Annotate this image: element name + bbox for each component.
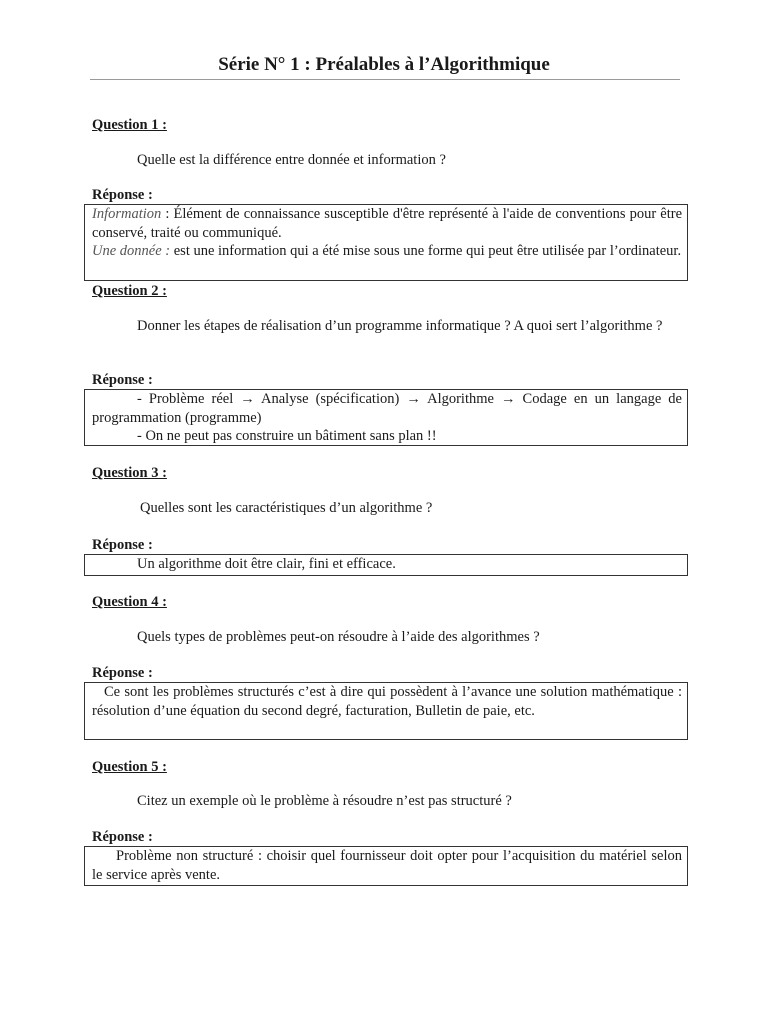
answer-1-def-information: : Élément de connaissance susceptible d'être représenté à l'aide de conventions pour être conservé, traité ou communiqué. bbox=[92, 206, 682, 241]
answer-3-label: Réponse : bbox=[92, 537, 153, 553]
question-1-text: Quelle est la différence entre donnée et information ? bbox=[137, 152, 446, 168]
answer-2-line-1: - Problème réel → Analyse (spécification) → Algorithme → Codage en un langage de programmation (programme) bbox=[92, 391, 682, 426]
answer-1-term-donnee: Une donnée : bbox=[92, 243, 171, 259]
question-4-label: Question 4 : bbox=[92, 594, 167, 610]
answer-3-line-1: Un algorithme doit être clair, fini et efficace. bbox=[137, 556, 396, 572]
question-3-label: Question 3 : bbox=[92, 465, 167, 481]
title-underline bbox=[90, 79, 680, 80]
answer-1-def-donnee: est une information qui a été mise sous une forme qui peut être utilisée par l’ordinateur. bbox=[170, 243, 682, 259]
question-3-text: Quelles sont les caractéristiques d’un algorithme ? bbox=[140, 500, 433, 516]
answer-3-box bbox=[84, 554, 688, 576]
answer-5-line-1: Problème non structuré : choisir quel fournisseur doit opter pour l’acquisition du matériel selon le service après vente. bbox=[92, 848, 682, 883]
question-5-text: Citez un exemple où le problème à résoudre n’est pas structuré ? bbox=[137, 793, 512, 809]
question-2-text: Donner les étapes de réalisation d’un programme informatique ? A quoi sert l’algorithme ? bbox=[137, 318, 663, 334]
answer-1-box bbox=[84, 204, 688, 281]
answer-5-label: Réponse : bbox=[92, 829, 153, 845]
question-5-label: Question 5 : bbox=[92, 759, 167, 775]
page-title: Série N° 1 : Préalables à l’Algorithmique bbox=[218, 54, 550, 75]
answer-4-box bbox=[84, 682, 688, 740]
question-2-label: Question 2 : bbox=[92, 283, 167, 299]
answer-4-line-1: Ce sont les problèmes structurés c’est à dire qui possèdent à l’avance une solution mathématique : résolution d’une équation du second degré, facturation, Bulletin de paie, etc. bbox=[92, 684, 682, 719]
answer-4-label: Réponse : bbox=[92, 665, 153, 681]
question-4-text: Quels types de problèmes peut-on résoudre à l’aide des algorithmes ? bbox=[137, 629, 540, 645]
answer-2-label: Réponse : bbox=[92, 372, 153, 388]
question-1-label: Question 1 : bbox=[92, 117, 167, 133]
answer-2-box bbox=[84, 389, 688, 446]
answer-1-term-information: Information bbox=[92, 206, 162, 222]
answer-1-label: Réponse : bbox=[92, 187, 153, 203]
answer-2-line-2: - On ne peut pas construire un bâtiment sans plan !! bbox=[137, 428, 437, 444]
answer-5-box bbox=[84, 846, 688, 886]
